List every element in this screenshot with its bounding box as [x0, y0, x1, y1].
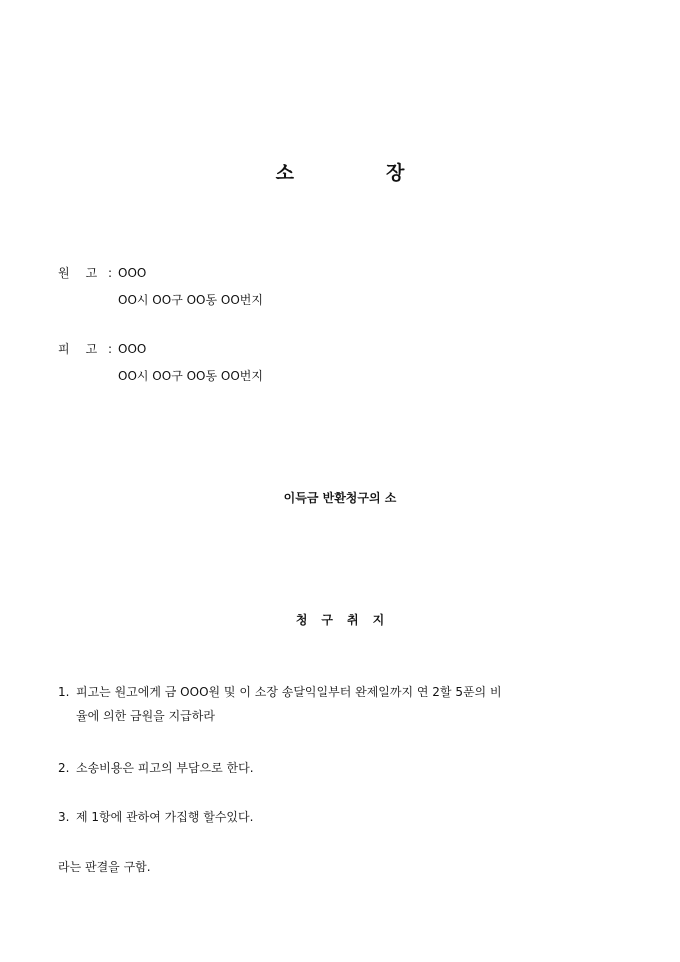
claim-text: 피고는 원고에게 금 OOO원 및 이 소장 송달익일부터 완제일까지 연 2할 5푼의 비: [76, 685, 502, 699]
defendant-name: OOO: [118, 342, 147, 356]
defendant-colon: :: [108, 342, 113, 356]
claim-text: 제 1항에 관하여 가집행 할수있다.: [76, 810, 254, 824]
claim-number: 1.: [58, 685, 70, 699]
claim-text: 소송비용은 피고의 부담으로 한다.: [76, 761, 254, 775]
plaintiff-block: [58, 260, 263, 314]
claim-text-continuation: 율에 의한 금원을 지급하라: [76, 709, 215, 723]
claim-number: 2.: [58, 761, 70, 775]
defendant-block: [58, 336, 263, 390]
title-char-1: 소: [275, 162, 294, 184]
plaintiff-name-row: [58, 260, 263, 287]
case-title: 이득금 반환청구의 소: [283, 491, 397, 505]
plaintiff-address: OO시 OO구 OO동 OO번지: [118, 293, 263, 307]
claim-number: 3.: [58, 810, 70, 824]
defendant-address: OO시 OO구 OO동 OO번지: [118, 369, 263, 383]
closing-statement: 라는 판결을 구함.: [58, 860, 151, 874]
claim-item-1: [58, 680, 628, 728]
claim-item-3: [58, 805, 628, 829]
defendant-label: 피 고: [58, 342, 98, 356]
plaintiff-label: 원 고: [58, 266, 98, 280]
document-title: [0, 158, 680, 185]
defendant-name-row: [58, 336, 263, 363]
plaintiff-colon: :: [108, 266, 113, 280]
claim-item-2: [58, 756, 628, 780]
title-char-2: 장: [386, 162, 405, 184]
section-title: 청구취지: [295, 613, 399, 627]
plaintiff-name: OOO: [118, 266, 147, 280]
